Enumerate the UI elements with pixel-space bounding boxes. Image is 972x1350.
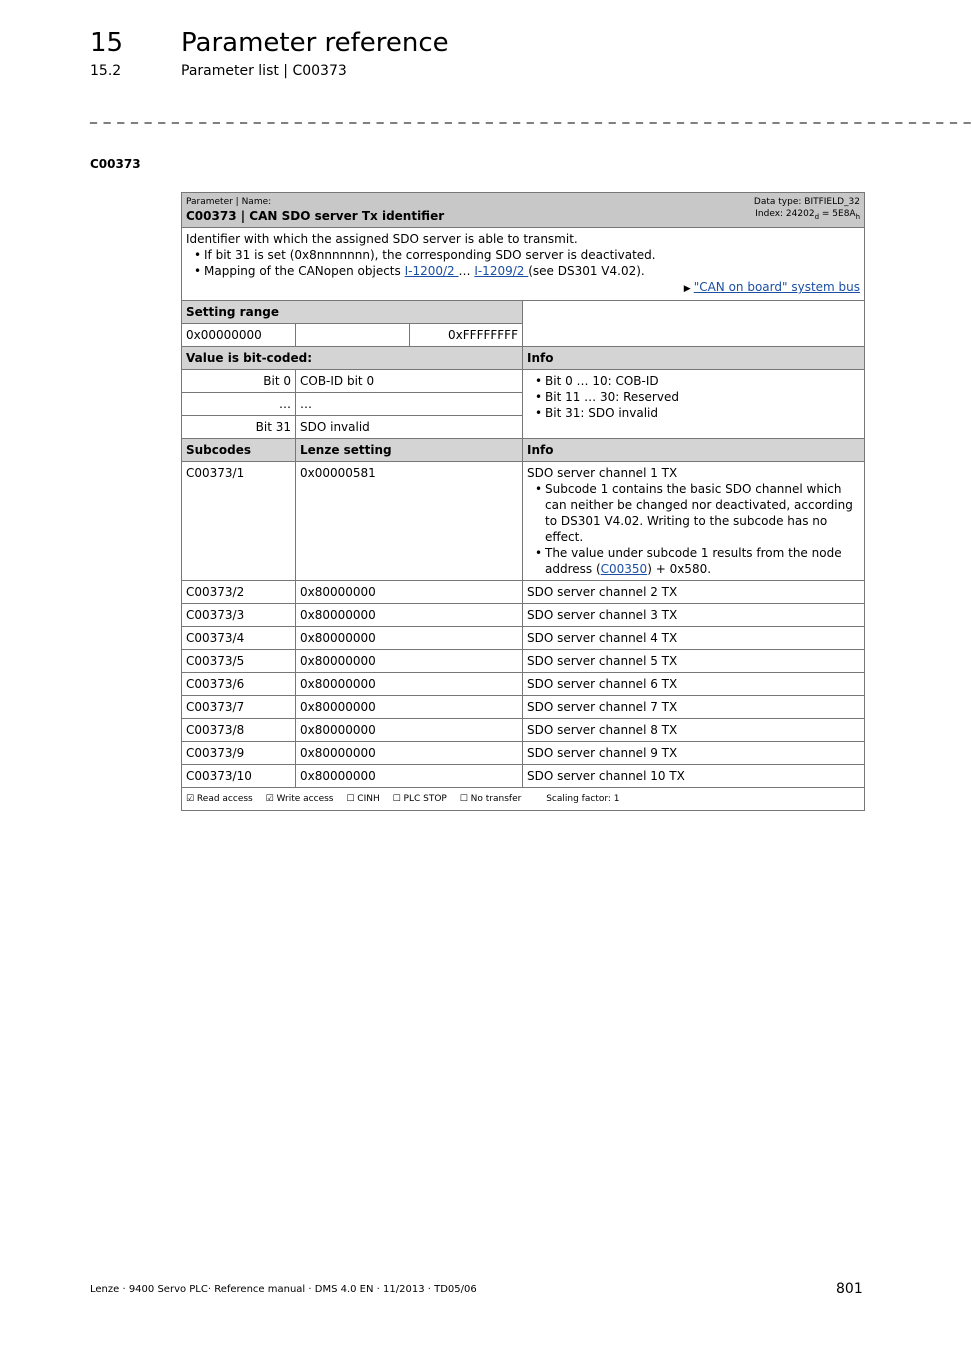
index-sub-h: h	[855, 212, 861, 221]
index-info	[754, 208, 860, 223]
subcode: C00373/1	[182, 462, 296, 581]
subcode-info-text: SDO server channel 1 TX	[527, 466, 678, 480]
header-separator: _ _ _ _ _ _ _ _ _ _ _ _ _ _ _ _ _ _ _ _ _ _ _ _ _ _ _ _ _ _ _ _ _ _ _ _ _ _ _ _ _ _ _ _ _ _ _ _ _ _ _ _ _ _ _ _ _ _ _ _ _ _ _ _ _	[90, 108, 972, 124]
setting-range-header	[182, 301, 865, 324]
subcode-info: SDO server channel 3 TX	[523, 604, 865, 627]
bitcoded-header	[182, 347, 865, 370]
subcode: C00373/9	[182, 742, 296, 765]
table-row	[182, 627, 865, 650]
index-hex: = 5E8A	[819, 209, 856, 219]
subcode: C00373/8	[182, 719, 296, 742]
description-row	[182, 228, 865, 301]
bullet-text: …	[458, 264, 475, 278]
subcode-info: SDO server channel 5 TX	[523, 650, 865, 673]
chapter-number: 15	[90, 28, 124, 58]
subcode: C00373/7	[182, 696, 296, 719]
lenze-setting: 0x80000000	[296, 604, 523, 627]
data-type: Data type: BITFIELD_32	[753, 197, 861, 207]
link-i1209[interactable]: I-1209/2	[474, 264, 529, 278]
bit-desc: SDO invalid	[296, 416, 523, 439]
subcode-info-bullets	[527, 481, 860, 577]
link-i1200[interactable]: I-1200/2	[404, 264, 459, 278]
link-c00350[interactable]: C00350	[600, 562, 648, 576]
lenze-setting: 0x80000000	[296, 742, 523, 765]
subcode: C00373/6	[182, 673, 296, 696]
see-also	[186, 279, 860, 297]
bit-desc: …	[296, 393, 523, 416]
parameter-table	[181, 192, 865, 811]
write-access-flag: ☑ Write access	[265, 794, 334, 804]
subcode-info: SDO server channel 2 TX	[523, 581, 865, 604]
bit-number: …	[182, 393, 296, 416]
lenze-setting: 0x80000000	[296, 650, 523, 673]
section-number: 15.2	[90, 63, 122, 79]
description-bullet: • If bit 31 is set (0x8nnnnnnn), the corresponding SDO server is deactivated.	[204, 247, 860, 263]
lenze-setting: 0x00000581	[296, 462, 523, 581]
table-footer	[182, 788, 865, 811]
description-bullets	[186, 247, 860, 279]
subcode-info: SDO server channel 7 TX	[523, 696, 865, 719]
subcode: C00373/3	[182, 604, 296, 627]
table-row	[182, 604, 865, 627]
table-row	[182, 696, 865, 719]
range-unit	[296, 324, 410, 347]
plc-stop-flag: ☐ PLC STOP	[392, 794, 447, 804]
range-min: 0x00000000	[182, 324, 296, 347]
page-number: 801	[836, 1281, 863, 1297]
subcode-info: SDO server channel 8 TX	[523, 719, 865, 742]
index-sub-d: d	[814, 212, 820, 221]
table-row	[182, 462, 865, 581]
page-footer: Lenze · 9400 Servo PLC· Reference manual · DMS 4.0 EN · 11/2013 · TD05/06	[90, 1284, 477, 1295]
index-value: Index: 24202	[755, 209, 815, 219]
subcode: C00373/2	[182, 581, 296, 604]
header-label: Parameter | Name:	[186, 197, 272, 207]
bullet-text: (see DS301 V4.02).	[528, 264, 645, 278]
table-row	[182, 765, 865, 788]
bit-row	[182, 370, 865, 393]
parameter-heading: C00373	[90, 157, 141, 171]
link-can-system-bus[interactable]: "CAN on board" system bus	[693, 280, 861, 294]
bit-number: Bit 31	[182, 416, 296, 439]
subcode-info-bullet: • Subcode 1 contains the basic SDO channel which can neither be changed nor deactivated, according to DS301 V4.02. Writing to the subcode has no effect.	[545, 481, 860, 545]
lenze-setting: 0x80000000	[296, 627, 523, 650]
chapter-title: Parameter reference	[181, 28, 449, 58]
bit-info-item: • Bit 31: SDO invalid	[545, 405, 860, 421]
scaling-factor: Scaling factor: 1	[546, 794, 620, 804]
subcode: C00373/10	[182, 765, 296, 788]
lenze-setting: 0x80000000	[296, 719, 523, 742]
table-row	[182, 650, 865, 673]
table-row	[182, 581, 865, 604]
table-row	[182, 673, 865, 696]
subcodes-label: Subcodes	[182, 439, 296, 462]
no-transfer-flag: ☐ No transfer	[459, 794, 522, 804]
table-header	[182, 193, 865, 228]
subcode-info: SDO server channel 6 TX	[523, 673, 865, 696]
bit-number: Bit 0	[182, 370, 296, 393]
lenze-setting: 0x80000000	[296, 581, 523, 604]
subcode-info	[523, 462, 865, 581]
lenze-setting: 0x80000000	[296, 696, 523, 719]
table-row	[182, 742, 865, 765]
table-row	[182, 719, 865, 742]
bit-info-list	[527, 373, 860, 421]
subcode-info-bullet	[545, 545, 860, 577]
description-text: Identifier with which the assigned SDO server is able to transmit.	[186, 232, 578, 246]
data-type-info	[754, 196, 860, 223]
bitcoded-label: Value is bit-coded:	[182, 347, 523, 370]
bit-info-item: • Bit 0 … 10: COB-ID	[545, 373, 860, 389]
parameter-name: C00373 | CAN SDO server Tx identifier	[186, 209, 445, 223]
lenze-setting-label: Lenze setting	[296, 439, 523, 462]
bullet-text: ) + 0x580.	[647, 562, 712, 576]
description-cell	[182, 228, 865, 301]
lenze-setting: 0x80000000	[296, 765, 523, 788]
bit-info-item: • Bit 11 … 30: Reserved	[545, 389, 860, 405]
subcode-info: SDO server channel 4 TX	[523, 627, 865, 650]
bit-desc: COB-ID bit 0	[296, 370, 523, 393]
bullet-text: The value under subcode 1 results from the node address (	[545, 546, 842, 576]
info-label: Info	[523, 439, 865, 462]
description-bullet	[204, 263, 860, 279]
subcode-info: SDO server channel 10 TX	[523, 765, 865, 788]
subcode-info: SDO server channel 9 TX	[523, 742, 865, 765]
range-max: 0xFFFFFFFF	[410, 324, 523, 347]
setting-range-label: Setting range	[182, 301, 523, 324]
cinh-flag: ☐ CINH	[346, 794, 380, 804]
table-footer-cell	[182, 788, 865, 811]
section-title: Parameter list | C00373	[181, 63, 347, 79]
info-label: Info	[523, 347, 865, 370]
bit-info-cell	[523, 370, 865, 439]
empty-cell	[523, 301, 865, 347]
triangle-right-icon: ▶	[683, 284, 691, 294]
read-access-flag: ☑ Read access	[186, 794, 253, 804]
subcode: C00373/4	[182, 627, 296, 650]
subcodes-header	[182, 439, 865, 462]
lenze-setting: 0x80000000	[296, 673, 523, 696]
subcode: C00373/5	[182, 650, 296, 673]
bullet-text: Mapping of the CANopen objects	[204, 264, 405, 278]
table-header-cell	[182, 193, 865, 228]
